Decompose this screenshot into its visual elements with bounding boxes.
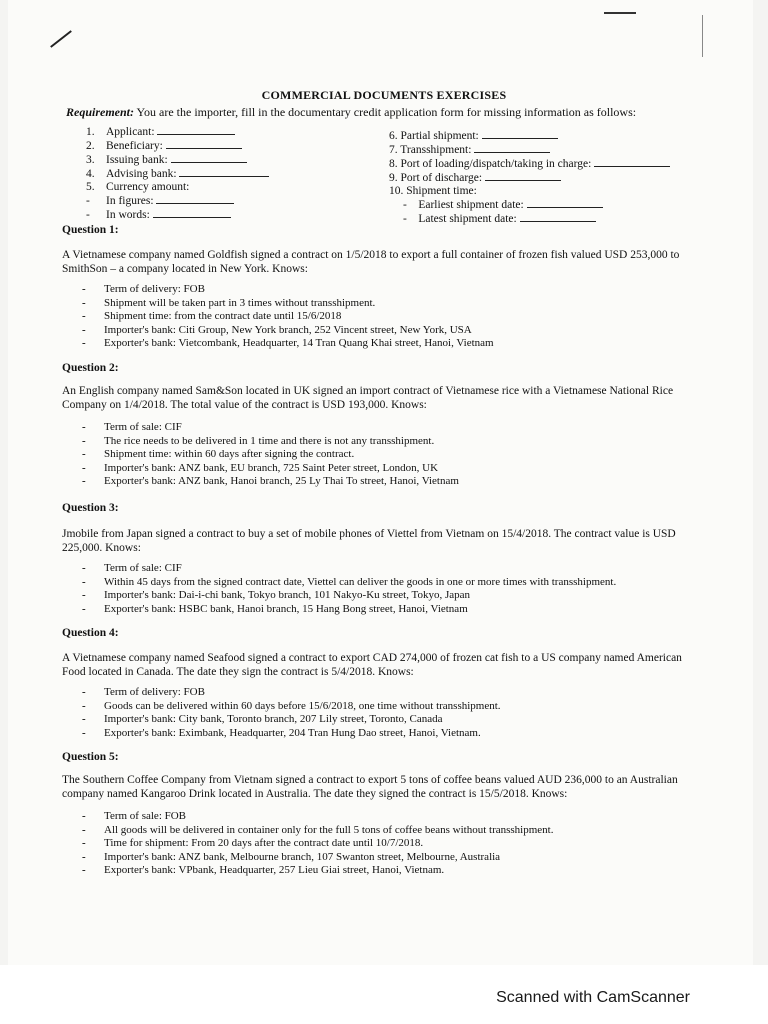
question-text: The Southern Coffee Company from Vietnam signed a contract to export 5 tons of coffee beans valued AUD 236,000 to an Australian company named Kangaroo Drink located in Australia. The date they signed the contract is 15/5/2018. Knows:: [62, 774, 678, 800]
field-blank: [166, 139, 242, 149]
form-field: 2. Beneficiary:: [86, 139, 386, 153]
field-blank: [179, 167, 269, 177]
field-label: Partial shipment:: [400, 130, 479, 142]
page-crease: [702, 15, 703, 57]
list-item: - Shipment time: within 60 days after signing the contract.: [82, 448, 355, 461]
field-label: In figures:: [106, 195, 154, 207]
list-item: - Term of sale: CIF: [82, 421, 182, 433]
question-text: Jmobile from Japan signed a contract to buy a set of mobile phones of Viettel from Vietnam on 15/4/2018. The contract value is USD 225,000. Knows:: [62, 528, 676, 554]
list-item: - Time for shipment: From 20 days after the contract date until 10/7/2018.: [82, 837, 424, 850]
list-item: - Importer's bank: Citi Group, New York branch, 252 Vincent street, New York, USA: [82, 323, 472, 336]
field-label: Port of discharge:: [400, 172, 483, 184]
list-item: - Importer's bank: City bank, Toronto branch, 207 Lily street, Toronto, Canada: [82, 713, 443, 726]
form-field: - In words:: [86, 208, 386, 222]
question-text: An English company named Sam&Son located in UK signed an import contract of Vietnamese rice with a Vietnamese National Rice Company on 1/4/2018. The total value of the contract is USD 193,000. Knows:: [62, 385, 674, 411]
form-field: - Latest shipment date:: [389, 212, 749, 226]
field-label: Transshipment:: [400, 144, 472, 156]
field-blank: [156, 194, 234, 204]
question-heading: Question 4:: [62, 627, 119, 639]
field-label: Earliest shipment date:: [418, 199, 524, 211]
field-blank: [474, 143, 550, 153]
field-label: Shipment time:: [406, 185, 477, 197]
form-field: 6. Partial shipment:: [389, 129, 749, 143]
question-details: [82, 810, 722, 878]
question-heading: Question 3:: [62, 502, 119, 514]
list-item: - All goods will be delivered in container only for the full 5 tons of coffee beans without transshipment.: [82, 823, 554, 836]
field-blank: [520, 212, 596, 222]
list-item: - Importer's bank: ANZ bank, Melbourne branch, 107 Swanton street, Melbourne, Australia: [82, 850, 501, 863]
field-blank: [527, 198, 603, 208]
question-details: [82, 562, 722, 616]
list-item: - Within 45 days from the signed contract date, Viettel can deliver the goods in one or more times with transshipment.: [82, 575, 617, 588]
requirement-label: Requirement:: [66, 105, 134, 119]
list-item: - Exporter's bank: Eximbank, Headquarter, 204 Tran Hung Dao street, Hanoi, Vietnam.: [82, 726, 481, 739]
requirement-body: You are the importer, fill in the documentary credit application form for missing information as follows:: [134, 105, 637, 119]
question-heading: Question 5:: [62, 751, 119, 763]
list-item: - Term of delivery: FOB: [82, 283, 205, 295]
field-label: Beneficiary:: [106, 140, 163, 152]
form-fields-right: [389, 129, 749, 226]
pen-mark-top: [604, 12, 636, 14]
field-blank: [153, 208, 231, 218]
field-label: Currency amount:: [106, 181, 190, 193]
field-label: Latest shipment date:: [418, 213, 517, 225]
form-field: 8. Port of loading/dispatch/taking in charge:: [389, 157, 749, 171]
list-item: - The rice needs to be delivered in 1 time and there is not any transshipment.: [82, 434, 435, 447]
field-label: Advising bank:: [106, 168, 177, 180]
list-item: - Importer's bank: Dai-i-chi bank, Tokyo branch, 101 Nakyo-Ku street, Tokyo, Japan: [82, 589, 471, 602]
list-item: - Shipment will be taken part in 3 times without transshipment.: [82, 296, 376, 309]
form-field: 3. Issuing bank:: [86, 153, 386, 167]
field-blank: [594, 157, 670, 167]
field-label: Issuing bank:: [106, 154, 168, 166]
form-field: 5. Currency amount:: [86, 181, 190, 193]
question-text: A Vietnamese company named Seafood signed a contract to export CAD 274,000 of frozen cat fish to a US company named American Food located in Canada. The date they sign the contract is 5/4/2018. Knows:: [62, 652, 682, 678]
field-blank: [485, 171, 561, 181]
list-item: - Shipment time: from the contract date until 15/6/2018: [82, 310, 342, 323]
form-field: 9. Port of discharge:: [389, 171, 749, 185]
document-title: COMMERCIAL DOCUMENTS EXERCISES: [261, 88, 507, 102]
question-details: [82, 686, 722, 740]
question-details: [82, 421, 722, 489]
field-label: Applicant:: [106, 126, 155, 138]
list-item: - Goods can be delivered within 60 days before 15/6/2018, one time without transshipment.: [82, 699, 501, 712]
requirement-text: [66, 105, 746, 120]
list-item: - Importer's bank: ANZ bank, EU branch, 725 Saint Peter street, London, UK: [82, 461, 439, 474]
list-item: - Exporter's bank: VPbank, Headquarter, 257 Lieu Giai street, Hanoi, Vietnam.: [82, 864, 445, 877]
form-field: - In figures:: [86, 194, 386, 208]
form-field: - Earliest shipment date:: [389, 198, 749, 212]
list-item: - Term of sale: CIF: [82, 562, 182, 574]
form-fields-left: [86, 125, 386, 222]
field-label: Port of loading/dispatch/taking in charge:: [400, 158, 592, 170]
form-field: 7. Transshipment:: [389, 143, 749, 157]
question-heading: Question 2:: [62, 362, 119, 374]
form-field: 1. Applicant:: [86, 125, 386, 139]
field-blank: [171, 153, 247, 163]
field-blank: [482, 129, 558, 139]
list-item: - Term of delivery: FOB: [82, 686, 205, 698]
question-details: [82, 283, 722, 351]
list-item: - Term of sale: FOB: [82, 810, 187, 822]
scanner-watermark: Scanned with CamScanner: [496, 989, 690, 1006]
question-text: A Vietnamese company named Goldfish signed a contract on 1/5/2018 to export a full container of frozen fish valued USD 253,000 to SmithSon – a company located in New York. Knows:: [62, 249, 680, 275]
question-heading: Question 1:: [62, 224, 119, 236]
list-item: - Exporter's bank: Vietcombank, Headquarter, 14 Tran Quang Khai street, Hanoi, Vietnam: [82, 337, 494, 350]
list-item: - Exporter's bank: HSBC bank, Hanoi branch, 15 Hang Bong street, Hanoi, Vietnam: [82, 602, 468, 615]
list-item: - Exporter's bank: ANZ bank, Hanoi branch, 25 Ly Thai To street, Hanoi, Vietnam: [82, 475, 459, 488]
field-blank: [157, 125, 235, 135]
form-field: 10. Shipment time:: [389, 185, 477, 197]
form-field: 4. Advising bank:: [86, 167, 386, 181]
field-label: In words:: [106, 209, 150, 221]
